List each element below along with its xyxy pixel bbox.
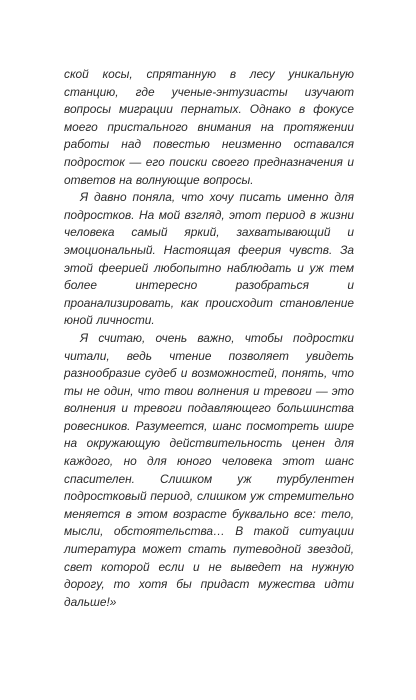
body-text	[64, 66, 354, 611]
paragraph-2: Я давно поняла, что хочу писать именно для подростков. На мой взгляд, этот период в жизни человека самый яркий, захватывающий и эмоциональный. Настоящая феерия чувств. За этой феерией любопытно наблюдать и уж тем более интересно разобраться и проанализировать, как происходит становление юной личности.	[64, 190, 354, 328]
paragraph-3: Я считаю, очень важно, чтобы подростки читали, ведь чтение позволяет увидеть разнообразие судеб и возможностей, понять, что ты не один, что твои волнения и тревоги — это волнения и тревоги подавляющего большинства ровесников. Разумеется, шанс посмотреть шире на окружающую действительность ценен для каждого, но для юного человека этот шанс спасителен. Слишком уж турбулентен подростковый период, слишком уж стремительно меняется в этом возрасте буквально все: тело, мысли, обстоятельства… В такой ситуации литература может стать путеводной звездой, свет которой если и не выведет на нужную дорогу, то хотя бы придаст мужества идти дальше!»	[64, 330, 354, 609]
paragraph-1: ской косы, спрятанную в лесу уникальную станцию, где ученые-энтузиасты изучают вопросы миграции пернатых. Однако в фокусе моего пристального внимания на протяжении работы над повестью неизменно оставался подросток — его поиски своего предназначения и ответов на волнующие вопросы.	[64, 67, 354, 187]
